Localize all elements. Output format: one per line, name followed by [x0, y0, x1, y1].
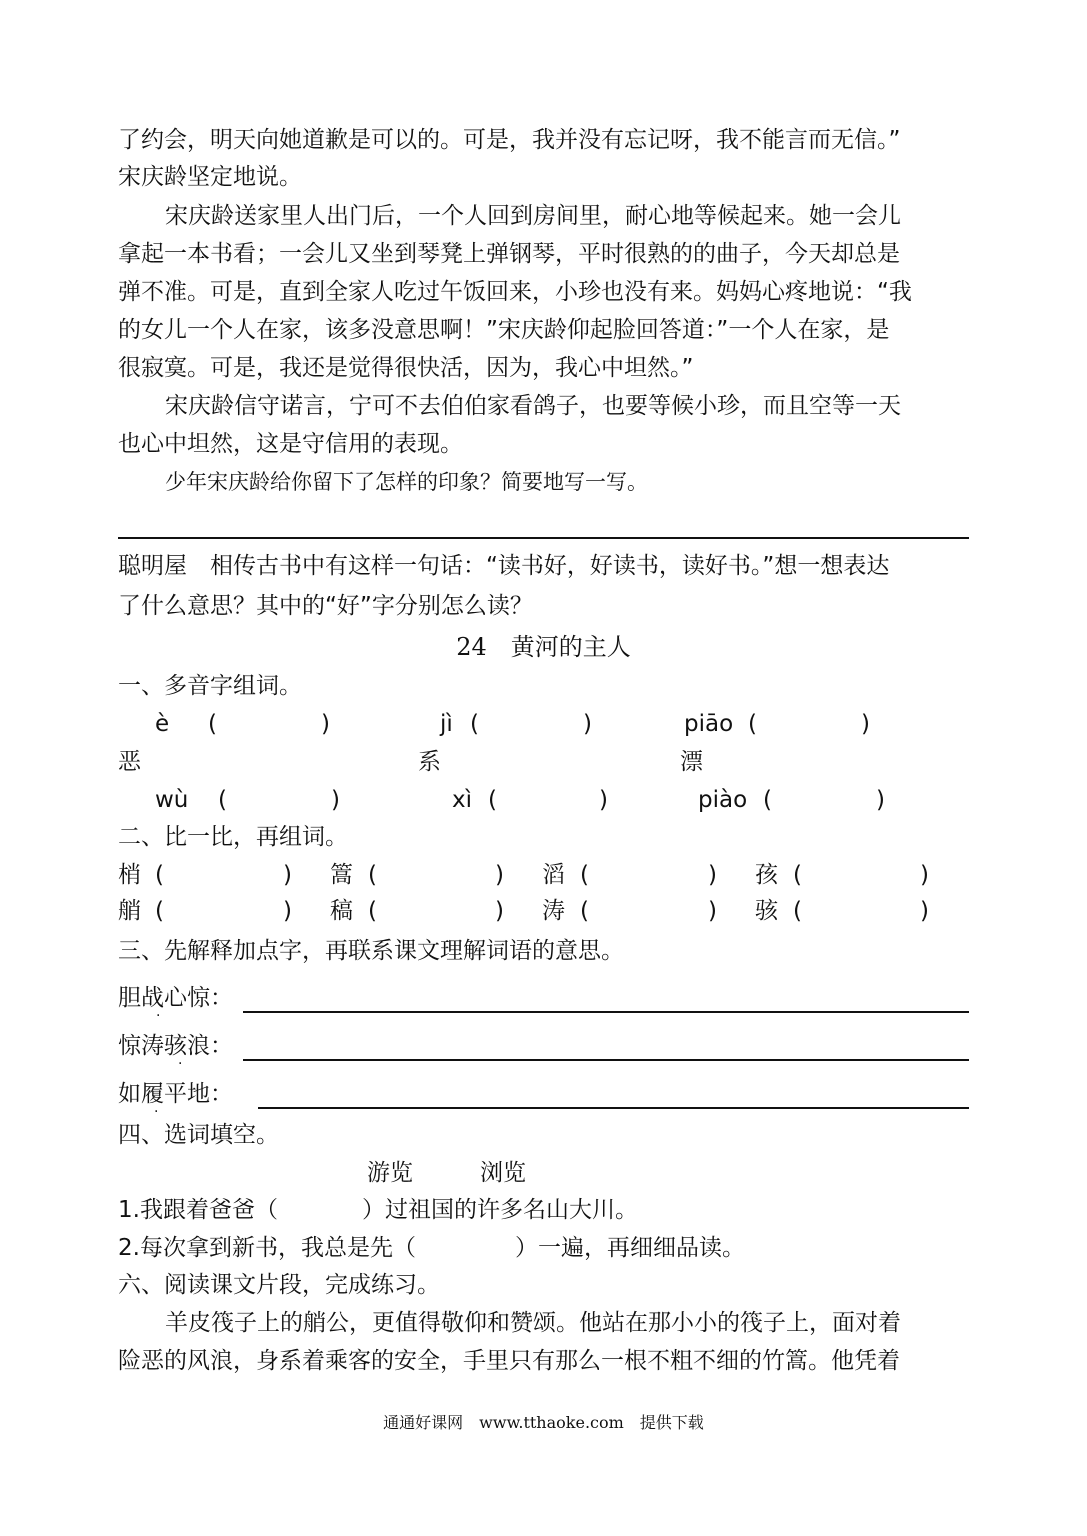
idiom-label: 胆战心惊： [118, 985, 233, 1011]
blank-close: ) [920, 862, 929, 888]
answer-line[interactable] [243, 1059, 969, 1061]
blank-open: ( [208, 711, 217, 737]
blank-close: ) [495, 862, 504, 888]
blank-open: ( [793, 862, 802, 888]
reading-line: 羊皮筏子上的艄公，更值得敬仰和赞颂。他站在那小小的筏子上，面对着 [165, 1310, 901, 1336]
section-heading: 六、阅读课文片段，完成练习。 [118, 1272, 440, 1298]
blank-open: ( [368, 862, 377, 888]
blank-open: ( [218, 787, 227, 813]
emphasis-dot: · [156, 1008, 161, 1024]
page-footer: 通通好课网 www.tthaoke.com 提供下载 [383, 1413, 704, 1432]
section-heading: 二、比一比，再组词。 [118, 824, 348, 850]
blank-close: ) [331, 787, 340, 813]
emphasis-dot: · [178, 1056, 183, 1072]
blank-close: ) [321, 711, 330, 737]
compare-char: 梢 [118, 862, 141, 888]
blank-open: ( [470, 711, 479, 737]
blank-open: ( [748, 711, 757, 737]
blank-close: ) [708, 862, 717, 888]
fill-sentence-end: ）一遍，再细细品读。 [515, 1235, 745, 1261]
blank-close: ) [708, 898, 717, 924]
blank-close: ) [920, 898, 929, 924]
passage-line: 宋庆龄信守诺言，宁可不去伯伯家看鸽子，也要等候小珍，而且空等一天 [165, 393, 901, 419]
reading-line: 险恶的风浪，身系着乘客的安全，手里只有那么一根不粗不细的竹篙。他凭着 [118, 1348, 900, 1374]
blank-open: ( [793, 898, 802, 924]
blank-open: ( [580, 862, 589, 888]
pinyin: xì [452, 787, 473, 813]
section-heading: 三、先解释加点字，再联系课文理解词语的意思。 [118, 938, 624, 964]
passage-line: 也心中坦然，这是守信用的表现。 [118, 431, 463, 457]
passage-line: 拿起一本书看；一会儿又坐到琴凳上弹钢琴，平时很熟的的曲子，今天却总是 [118, 241, 900, 267]
blank-close: ) [876, 787, 885, 813]
compare-char: 篙 [330, 862, 353, 888]
fill-sentence-start: 1.我跟着爸爸（ [118, 1197, 278, 1223]
answer-line[interactable] [258, 1107, 969, 1109]
section-heading: 一、多音字组词。 [118, 673, 302, 699]
pinyin: piāo [684, 711, 734, 737]
pinyin: jì [440, 711, 453, 737]
blank-close: ) [583, 711, 592, 737]
compare-char: 涛 [542, 898, 565, 924]
compare-char: 骇 [755, 898, 778, 924]
passage-question: 少年宋庆龄给你留下了怎样的印象？简要地写一写。 [165, 470, 648, 494]
blank-close: ) [495, 898, 504, 924]
passage-line: 了约会，明天向她道歉是可以的。可是，我并没有忘记呀，我不能言而无信。” [118, 127, 901, 153]
passage-line: 弹不准。可是，直到全家人吃过午饭回来，小珍也没有来。妈妈心疼地说：“我 [118, 279, 912, 305]
passage-line: 宋庆龄送家里人出门后，一个人回到房间里，耐心地等候起来。她一会儿 [165, 203, 901, 229]
passage-line: 的女儿一个人在家，该多没意思啊！”宋庆龄仰起脸回答道：”一个人在家，是 [118, 317, 890, 343]
fill-sentence-start: 2.每次拿到新书，我总是先（ [118, 1235, 416, 1261]
answer-line[interactable] [118, 537, 969, 539]
passage-line: 很寂寞。可是，我还是觉得很快活，因为，我心中坦然。” [118, 355, 694, 381]
idiom-label: 惊涛骇浪： [118, 1033, 233, 1059]
passage-line: 宋庆龄坚定地说。 [118, 164, 302, 190]
blank-close: ) [283, 862, 292, 888]
word-option: 游览 [367, 1160, 413, 1186]
blank-open: ( [580, 898, 589, 924]
smart-room-line: 了什么意思？其中的“好”字分别怎么读？ [118, 593, 533, 619]
blank-open: ( [155, 898, 164, 924]
word-option: 浏览 [480, 1160, 526, 1186]
compare-char: 滔 [542, 862, 565, 888]
blank-open: ( [155, 862, 164, 888]
compare-char: 艄 [118, 898, 141, 924]
pinyin: wù [155, 787, 189, 813]
polyphone-char: 系 [418, 749, 441, 775]
blank-open: ( [368, 898, 377, 924]
blank-open: ( [763, 787, 772, 813]
answer-line[interactable] [243, 1011, 969, 1013]
section-heading: 四、选词填空。 [118, 1122, 279, 1148]
blank-close: ) [599, 787, 608, 813]
compare-char: 稿 [330, 898, 353, 924]
blank-close: ) [283, 898, 292, 924]
blank-close: ) [861, 711, 870, 737]
polyphone-char: 恶 [118, 749, 141, 775]
blank-open: ( [488, 787, 497, 813]
smart-room-line: 聪明屋 相传古书中有这样一句话：“读书好，好读书，读好书。”想一想表达 [118, 553, 890, 579]
emphasis-dot: · [154, 1104, 159, 1120]
polyphone-char: 漂 [680, 749, 703, 775]
pinyin: è [155, 711, 170, 737]
compare-char: 孩 [755, 862, 778, 888]
lesson-title: 24 黄河的主人 [456, 633, 631, 661]
fill-sentence-end: ）过祖国的许多名山大川。 [362, 1197, 638, 1223]
pinyin: piào [698, 787, 748, 813]
idiom-label: 如履平地： [118, 1081, 233, 1107]
